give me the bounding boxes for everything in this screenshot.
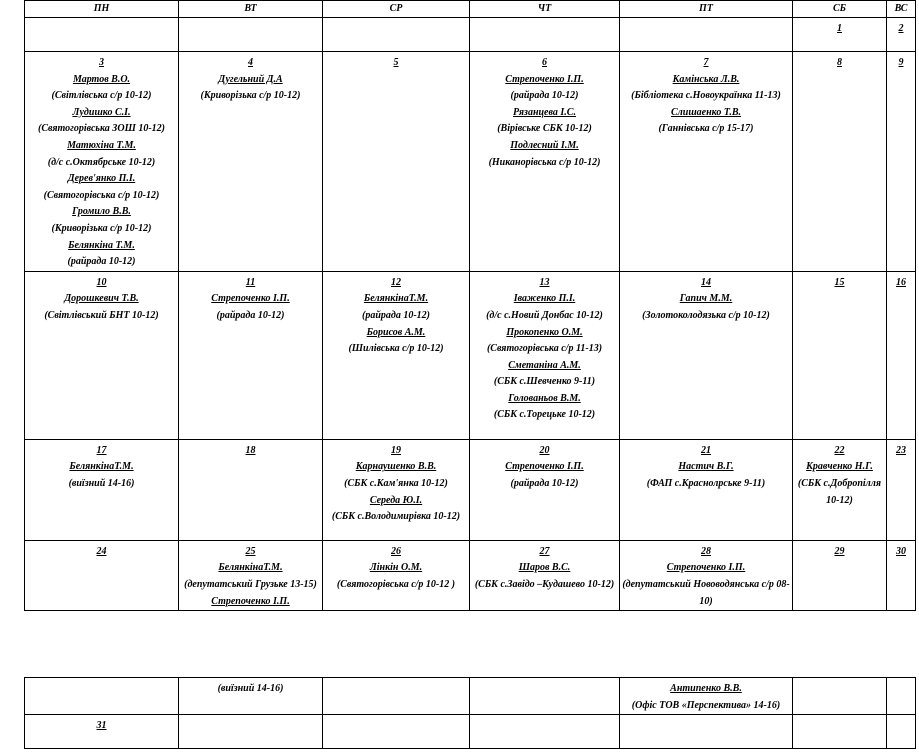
calendar-day-cell bbox=[620, 678, 793, 715]
day-number: 22 bbox=[834, 444, 845, 456]
deputy-name: Камінська Л.В. bbox=[672, 73, 740, 85]
calendar-day-cell bbox=[620, 271, 793, 439]
day-number: 31 bbox=[96, 720, 107, 732]
calendar-day-cell bbox=[25, 271, 179, 439]
day-number: 17 bbox=[96, 444, 107, 456]
deputy-name: Лудишко С.І. bbox=[72, 106, 131, 118]
day-number: 11 bbox=[245, 276, 256, 288]
weekday-header-mon: ПН bbox=[25, 1, 179, 18]
day-number: 28 bbox=[701, 545, 711, 557]
day-content bbox=[620, 678, 792, 714]
reception-place: (д/с с.Октябрське 10-12) bbox=[47, 156, 156, 168]
calendar-day-cell bbox=[323, 715, 470, 749]
deputy-name: Борисов А.М. bbox=[366, 326, 426, 338]
day-content bbox=[887, 715, 915, 718]
day-content bbox=[179, 272, 322, 325]
reception-place: (виїзний 14-16) bbox=[217, 683, 284, 694]
day-number: 15 bbox=[834, 276, 845, 288]
day-content bbox=[470, 715, 619, 718]
day-content bbox=[470, 678, 619, 681]
deputy-name: Стрепоченко І.П. bbox=[211, 595, 290, 607]
calendar-day-cell bbox=[25, 52, 179, 272]
day-content bbox=[179, 678, 322, 698]
calendar-table-continuation bbox=[24, 677, 916, 749]
calendar-table-main bbox=[24, 0, 916, 611]
calendar-day-cell bbox=[887, 715, 916, 749]
deputy-name: Белянкіна Т.М. bbox=[68, 239, 135, 251]
calendar-day-cell bbox=[179, 715, 323, 749]
day-content bbox=[179, 715, 322, 718]
day-content bbox=[887, 440, 915, 460]
deputy-name: Стрепоченко І.П. bbox=[505, 73, 584, 85]
reception-place: (СБК с.Кам'янка 10-12) bbox=[344, 477, 448, 489]
day-content bbox=[323, 541, 469, 594]
day-content bbox=[887, 52, 915, 72]
calendar-day-cell bbox=[179, 678, 323, 715]
reception-place: (Святогорівська ЗОШ 10-12) bbox=[38, 123, 165, 135]
reception-place: (Никанорівська с/р 10-12) bbox=[488, 156, 601, 168]
calendar-day-cell bbox=[793, 439, 887, 540]
calendar-day-cell bbox=[887, 439, 916, 540]
deputy-name: Громило В.В. bbox=[72, 206, 131, 218]
calendar-day-cell bbox=[470, 715, 620, 749]
day-content bbox=[793, 272, 886, 292]
day-number: 27 bbox=[539, 545, 550, 557]
day-number: 1 bbox=[837, 23, 842, 34]
day-number: 2 bbox=[898, 23, 904, 34]
day-number: 7 bbox=[703, 57, 709, 68]
calendar-day-cell bbox=[620, 439, 793, 540]
day-content bbox=[179, 541, 322, 610]
day-number: 16 bbox=[896, 276, 906, 288]
calendar-day-cell bbox=[470, 52, 620, 272]
calendar-day-cell bbox=[793, 52, 887, 272]
calendar-day-cell bbox=[470, 678, 620, 715]
day-content bbox=[620, 541, 792, 610]
reception-place: (СБК с.Володимирівка 10-12) bbox=[331, 511, 461, 523]
day-content bbox=[793, 541, 886, 561]
deputy-name: Середа Ю.І. bbox=[369, 494, 423, 506]
day-number: 25 bbox=[245, 545, 256, 557]
day-content bbox=[887, 541, 915, 561]
day-content bbox=[793, 440, 886, 509]
deputy-name: Слишаенко Т.В. bbox=[670, 106, 742, 118]
deputy-name: Голованьов В.М. bbox=[508, 392, 581, 404]
day-content bbox=[470, 440, 619, 493]
reception-place: (Золотоколодязька с/р 10-12) bbox=[642, 309, 770, 321]
day-content bbox=[323, 52, 469, 72]
weekday-header-thu: ЧТ bbox=[470, 1, 620, 18]
calendar-day-cell bbox=[179, 540, 323, 610]
deputy-name: Кравченко Н.Г. bbox=[806, 461, 873, 473]
day-number: 10 bbox=[96, 276, 107, 288]
day-number: 14 bbox=[701, 276, 711, 288]
reception-place: (Бібліотека с.Новоукраїнка 11-13) bbox=[631, 90, 781, 102]
day-number: 29 bbox=[834, 545, 845, 557]
deputy-name: Стрепоченко І.П. bbox=[666, 562, 746, 574]
calendar-day-cell bbox=[470, 18, 620, 52]
calendar-day-cell bbox=[470, 439, 620, 540]
day-content bbox=[470, 18, 619, 21]
calendar-day-cell bbox=[323, 271, 470, 439]
calendar-day-cell bbox=[25, 715, 179, 749]
weekday-header-fri: ПТ bbox=[620, 1, 793, 18]
reception-place: (виїзний 14-16) bbox=[68, 477, 135, 489]
deputy-name: Дорошкевич Т.В. bbox=[64, 293, 139, 305]
calendar-day-cell bbox=[323, 52, 470, 272]
calendar-week-row bbox=[25, 540, 916, 610]
day-content bbox=[620, 715, 792, 718]
day-content bbox=[470, 272, 619, 424]
reception-place: (депутатський Грузьке 13-15) bbox=[184, 578, 317, 590]
day-content bbox=[470, 541, 619, 594]
day-number: 23 bbox=[896, 444, 906, 456]
day-number: 26 bbox=[391, 545, 401, 557]
calendar-day-cell bbox=[323, 18, 470, 52]
day-number: 4 bbox=[248, 57, 253, 68]
calendar-day-cell bbox=[620, 715, 793, 749]
reception-place: (райрада 10-12) bbox=[67, 256, 136, 268]
day-content bbox=[179, 52, 322, 105]
calendar-day-cell bbox=[25, 18, 179, 52]
calendar-day-cell bbox=[620, 540, 793, 610]
day-number: 5 bbox=[393, 57, 399, 68]
calendar-week-row bbox=[25, 678, 916, 715]
reception-place: (д/с с.Новий Донбас 10-12) bbox=[486, 309, 603, 321]
calendar-day-cell bbox=[793, 18, 887, 52]
day-content bbox=[25, 272, 178, 325]
reception-place: (Світлівський БНТ 10-12) bbox=[44, 309, 159, 321]
reception-place: (депутатський Нововодянська с/р 08-10) bbox=[622, 578, 790, 607]
day-content bbox=[323, 272, 469, 358]
reception-place: (Офіс ТОВ «Перспектива» 14-16) bbox=[631, 699, 781, 711]
calendar-day-cell bbox=[887, 271, 916, 439]
weekday-header-sun: ВС bbox=[887, 1, 916, 18]
reception-place: (Святогорівська с/р 11-13) bbox=[486, 343, 603, 355]
day-number: 8 bbox=[837, 57, 842, 68]
deputy-name: Лінкін О.М. bbox=[369, 562, 423, 574]
calendar-day-cell bbox=[793, 540, 887, 610]
day-content bbox=[620, 440, 792, 493]
deputy-name: Стрепоченко І.П. bbox=[211, 293, 290, 305]
reception-place: (райрада 10-12) bbox=[216, 309, 285, 321]
day-content bbox=[323, 715, 469, 718]
day-content bbox=[179, 440, 322, 460]
calendar-day-cell bbox=[793, 678, 887, 715]
day-content bbox=[25, 18, 178, 21]
reception-place: (Святогорівська с/р 10-12 ) bbox=[336, 578, 456, 590]
day-content bbox=[887, 18, 915, 38]
day-content bbox=[887, 678, 915, 681]
deputy-name: Дерев'янко П.І. bbox=[67, 173, 136, 185]
calendar-day-cell bbox=[470, 540, 620, 610]
deputy-name: Антипенко В.В. bbox=[670, 683, 742, 694]
reception-place: (райрада 10-12) bbox=[510, 90, 579, 102]
calendar-day-cell bbox=[179, 439, 323, 540]
day-content bbox=[793, 678, 886, 681]
deputy-name: Мартов В.О. bbox=[72, 73, 131, 85]
day-number: 18 bbox=[245, 444, 256, 456]
deputy-name: Матюхіна Т.М. bbox=[67, 139, 136, 151]
reception-place: (СБК с.Шевченко 9-11) bbox=[493, 376, 596, 388]
weekday-header-tue: ВТ bbox=[179, 1, 323, 18]
day-content bbox=[323, 18, 469, 21]
day-content bbox=[323, 440, 469, 526]
calendar-week-row bbox=[25, 52, 916, 272]
reception-place: (Світлівська с/р 10-12) bbox=[51, 90, 152, 102]
calendar-week-row bbox=[25, 18, 916, 52]
deputy-name: Стрепоченко І.П. bbox=[505, 461, 584, 473]
day-number: 12 bbox=[391, 276, 401, 288]
reception-place: (Криворізька с/р 10-12) bbox=[200, 90, 301, 102]
day-content bbox=[793, 715, 886, 718]
day-number: 21 bbox=[701, 444, 711, 456]
deputy-name: Настич В.Г. bbox=[678, 461, 734, 473]
reception-place: (ФАП с.Краснолрське 9-11) bbox=[646, 477, 766, 489]
day-number: 6 bbox=[542, 57, 547, 68]
day-number: 30 bbox=[896, 545, 906, 557]
calendar-day-cell bbox=[179, 18, 323, 52]
reception-place: (Шилівська с/р 10-12) bbox=[348, 343, 444, 355]
day-number: 13 bbox=[539, 276, 550, 288]
day-content bbox=[620, 52, 792, 138]
day-content bbox=[470, 52, 619, 171]
day-content bbox=[25, 541, 178, 561]
calendar-day-cell bbox=[887, 678, 916, 715]
weekday-header-row bbox=[25, 1, 916, 18]
day-content bbox=[887, 272, 915, 292]
day-content bbox=[25, 715, 178, 735]
deputy-name: Подлесний І.М. bbox=[510, 139, 579, 151]
calendar-day-cell bbox=[620, 18, 793, 52]
deputy-name: Іваженко П.І. bbox=[513, 293, 576, 305]
calendar-day-cell bbox=[323, 678, 470, 715]
calendar-day-cell bbox=[323, 439, 470, 540]
reception-place: (СБК с.Торецьке 10-12) bbox=[493, 409, 596, 421]
calendar-day-cell bbox=[887, 540, 916, 610]
day-content bbox=[793, 18, 886, 38]
calendar-day-cell bbox=[25, 540, 179, 610]
deputy-name: БелянкінаТ.М. bbox=[363, 293, 429, 305]
day-number: 24 bbox=[96, 545, 107, 557]
deputy-name: Рязанцева І.С. bbox=[513, 106, 576, 118]
deputy-name: Сметаніна А.М. bbox=[508, 359, 581, 371]
reception-place: (Криворізька с/р 10-12) bbox=[51, 222, 152, 234]
reception-place: (Ганнівська с/р 15-17) bbox=[658, 123, 754, 135]
day-content bbox=[323, 678, 469, 681]
deputy-name: Дугельний Д.А bbox=[218, 73, 283, 85]
weekday-header-sat: СБ bbox=[793, 1, 887, 18]
calendar-week-row bbox=[25, 439, 916, 540]
calendar-week-row bbox=[25, 271, 916, 439]
day-content bbox=[25, 678, 178, 681]
calendar-day-cell bbox=[25, 678, 179, 715]
deputy-name: Гапич М.М. bbox=[679, 293, 733, 305]
calendar-day-cell bbox=[887, 52, 916, 272]
deputy-name: Карнаушенко В.В. bbox=[355, 461, 437, 473]
day-number: 19 bbox=[391, 444, 401, 456]
reception-place: (Вірівське СБК 10-12) bbox=[497, 123, 592, 135]
day-content bbox=[179, 18, 322, 21]
reception-place: (райрада 10-12) bbox=[510, 477, 579, 489]
calendar-day-cell bbox=[620, 52, 793, 272]
day-number: 3 bbox=[99, 57, 104, 68]
weekday-header-wed: СР bbox=[323, 1, 470, 18]
day-content bbox=[620, 272, 792, 325]
deputy-name: БелянкінаТ.М. bbox=[69, 461, 134, 473]
reception-place: (СБК с.Завідо –Кудашево 10-12) bbox=[474, 578, 615, 590]
calendar-day-cell bbox=[179, 271, 323, 439]
deputy-name: Шаров В.С. bbox=[518, 562, 571, 574]
day-number: 9 bbox=[898, 57, 904, 68]
day-number: 20 bbox=[539, 444, 550, 456]
calendar-day-cell bbox=[470, 271, 620, 439]
calendar-day-cell bbox=[887, 18, 916, 52]
calendar-day-cell bbox=[179, 52, 323, 272]
deputy-name: БелянкінаТ.М. bbox=[218, 562, 283, 574]
day-content bbox=[793, 52, 886, 72]
reception-place: (Святогорівська с/р 10-12) bbox=[43, 189, 160, 201]
calendar-week-row bbox=[25, 715, 916, 749]
day-content bbox=[620, 18, 792, 21]
calendar-day-cell bbox=[793, 271, 887, 439]
reception-place: (райрада 10-12) bbox=[361, 309, 430, 321]
deputy-name: Прокопенко О.М. bbox=[506, 326, 583, 338]
day-content bbox=[25, 52, 178, 271]
calendar-day-cell bbox=[793, 715, 887, 749]
calendar-day-cell bbox=[25, 439, 179, 540]
reception-place: (СБК с.Добропілля 10-12) bbox=[797, 477, 882, 506]
calendar-day-cell bbox=[323, 540, 470, 610]
day-content bbox=[25, 440, 178, 493]
